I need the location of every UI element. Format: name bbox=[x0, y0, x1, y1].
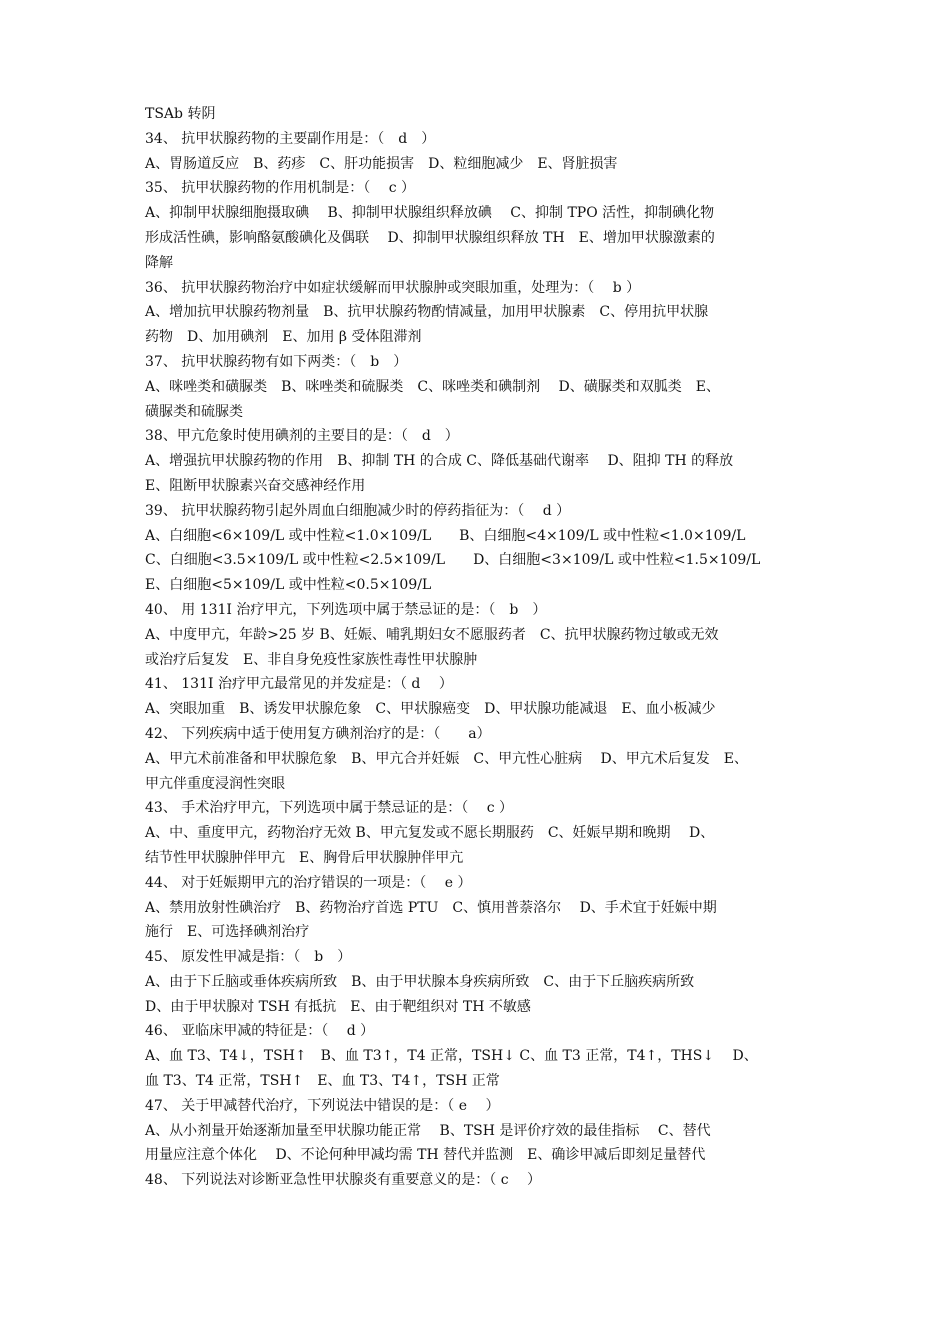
options-39-line-2: C、白细胞<3.5×109/L 或中性粒<2.5×109/L D、白细胞<3×109/L 或中性粒<1.5×109/L bbox=[145, 552, 761, 569]
options-46-line-1: A、血 T3、T4↓，TSH↑ B、血 T3↑，T4 正常，TSH↓ C、血 T3 正常，T4↑，THS↓ D、 bbox=[145, 1048, 758, 1065]
question-40: 40、 用 131I 治疗甲亢，下列选项中属于禁忌证的是：（ b ） bbox=[145, 601, 547, 618]
document-page bbox=[145, 102, 810, 1193]
options-39-line-3: E、白细胞<5×109/L 或中性粒<0.5×109/L bbox=[145, 577, 432, 594]
question-45: 45、 原发性甲减是指：（ b ） bbox=[145, 949, 352, 966]
question-39: 39、 抗甲状腺药物引起外周血白细胞减少时的停药指征为：（ d ） bbox=[145, 502, 571, 519]
options-40-line-2: 或治疗后复发 E、非自身免疫性家族性毒性甲状腺肿 bbox=[145, 651, 478, 668]
options-43-line-2: 结节性甲状腺肿伴甲亢 E、胸骨后甲状腺肿伴甲亢 bbox=[145, 849, 464, 866]
options-40-line-1: A、中度甲亢，年龄>25 岁 B、妊娠、哺乳期妇女不愿服药者 C、抗甲状腺药物过敏或无效 bbox=[145, 626, 719, 643]
options-38-line-2: E、阻断甲状腺素兴奋交感神经作用 bbox=[145, 477, 366, 494]
options-37-line-2: 磺脲类和硫脲类 bbox=[145, 403, 243, 420]
options-46-line-2: 血 T3、T4 正常，TSH↑ E、血 T3、T4↑，TSH 正常 bbox=[145, 1073, 500, 1090]
text-line: TSAb 转阴 bbox=[145, 106, 216, 122]
question-35: 35、 抗甲状腺药物的作用机制是：（ c ） bbox=[145, 180, 416, 197]
question-48: 48、 下列说法对诊断亚急性甲状腺炎有重要意义的是：（ c ） bbox=[145, 1172, 542, 1189]
options-35-line-2: 形成活性碘，影响酪氨酸碘化及偶联 D、抑制甲状腺组织释放 TH E、增加甲状腺激素的 bbox=[145, 229, 715, 246]
options-35-line-3: 降解 bbox=[145, 254, 173, 271]
options-45-line-2: D、由于甲状腺对 TSH 有抵抗 E、由于靶组织对 TH 不敏感 bbox=[145, 998, 531, 1015]
options-44-line-1: A、禁用放射性碘治疗 B、药物治疗首选 PTU C、慎用普萘洛尔 D、手术宜于妊娠中期 bbox=[145, 899, 717, 916]
question-37: 37、 抗甲状腺药物有如下两类：（ b ） bbox=[145, 353, 408, 370]
options-36-line-1: A、增加抗甲状腺药物剂量 B、抗甲状腺药物酌情减量，加用甲状腺素 C、停用抗甲状腺 bbox=[145, 304, 709, 321]
question-41: 41、 131I 治疗甲亢最常见的并发症是：（ d ） bbox=[145, 676, 453, 693]
question-34: 34、 抗甲状腺药物的主要副作用是：（ d ） bbox=[145, 130, 436, 147]
options-36-line-2: 药物 D、加用碘剂 E、加用 β 受体阻滞剂 bbox=[145, 329, 422, 346]
options-38-line-1: A、增强抗甲状腺药物的作用 B、抑制 TH 的合成 C、降低基础代谢率 D、阻抑 TH 的释放 bbox=[145, 453, 734, 470]
options-45-line-1: A、由于下丘脑或垂体疾病所致 B、由于甲状腺本身疾病所致 C、由于下丘脑疾病所致 bbox=[145, 973, 695, 990]
options-37-line-1: A、咪唑类和磺脲类 B、咪唑类和硫脲类 C、咪唑类和碘制剂 D、磺脲类和双胍类 E、 bbox=[145, 378, 721, 395]
options-34: A、胃肠道反应 B、药疹 C、肝功能损害 D、粒细胞减少 E、肾脏损害 bbox=[145, 155, 618, 172]
options-43-line-1: A、中、重度甲亢，药物治疗无效 B、甲亢复发或不愿长期服药 C、妊娠早期和晚期 D、 bbox=[145, 825, 715, 842]
question-38: 38、甲亢危象时使用碘剂的主要目的是：（ d ） bbox=[145, 428, 459, 445]
options-47-line-1: A、从小剂量开始逐渐加量至甲状腺功能正常 B、TSH 是评价疗效的最佳指标 C、替代 bbox=[145, 1122, 711, 1139]
options-44-line-2: 施行 E、可选择碘剂治疗 bbox=[145, 924, 310, 941]
question-46: 46、 亚临床甲减的特征是：（ d ） bbox=[145, 1023, 375, 1040]
options-47-line-2: 用量应注意个体化 D、不论何种甲减均需 TH 替代并监测 E、确诊甲减后即刻足量替代 bbox=[145, 1147, 706, 1164]
options-42-line-1: A、甲亢术前准备和甲状腺危象 B、甲亢合并妊娠 C、甲亢性心脏病 D、甲亢术后复发 E、 bbox=[145, 750, 749, 767]
question-44: 44、 对于妊娠期甲亢的治疗错误的一项是：（ e ） bbox=[145, 874, 472, 891]
question-47: 47、 关于甲减替代治疗，下列说法中错误的是：（ e ） bbox=[145, 1097, 500, 1114]
options-39-line-1: A、白细胞<6×109/L 或中性粒<1.0×109/L B、白细胞<4×109/L 或中性粒<1.0×109/L bbox=[145, 527, 746, 544]
question-42: 42、 下列疾病中适于使用复方碘剂治疗的是：（ a） bbox=[145, 725, 491, 742]
options-41: A、突眼加重 B、诱发甲状腺危象 C、甲状腺癌变 D、甲状腺功能减退 E、血小板减少 bbox=[145, 701, 716, 718]
question-36: 36、 抗甲状腺药物治疗中如症状缓解而甲状腺肿或突眼加重，处理为：（ b ） bbox=[145, 279, 641, 296]
options-35-line-1: A、抑制甲状腺细胞摄取碘 B、抑制甲状腺组织释放碘 C、抑制 TPO 活性，抑制碘化物 bbox=[145, 205, 715, 222]
options-42-line-2: 甲亢伴重度浸润性突眼 bbox=[145, 775, 285, 792]
question-43: 43、 手术治疗甲亢，下列选项中属于禁忌证的是：（ c ） bbox=[145, 800, 514, 817]
